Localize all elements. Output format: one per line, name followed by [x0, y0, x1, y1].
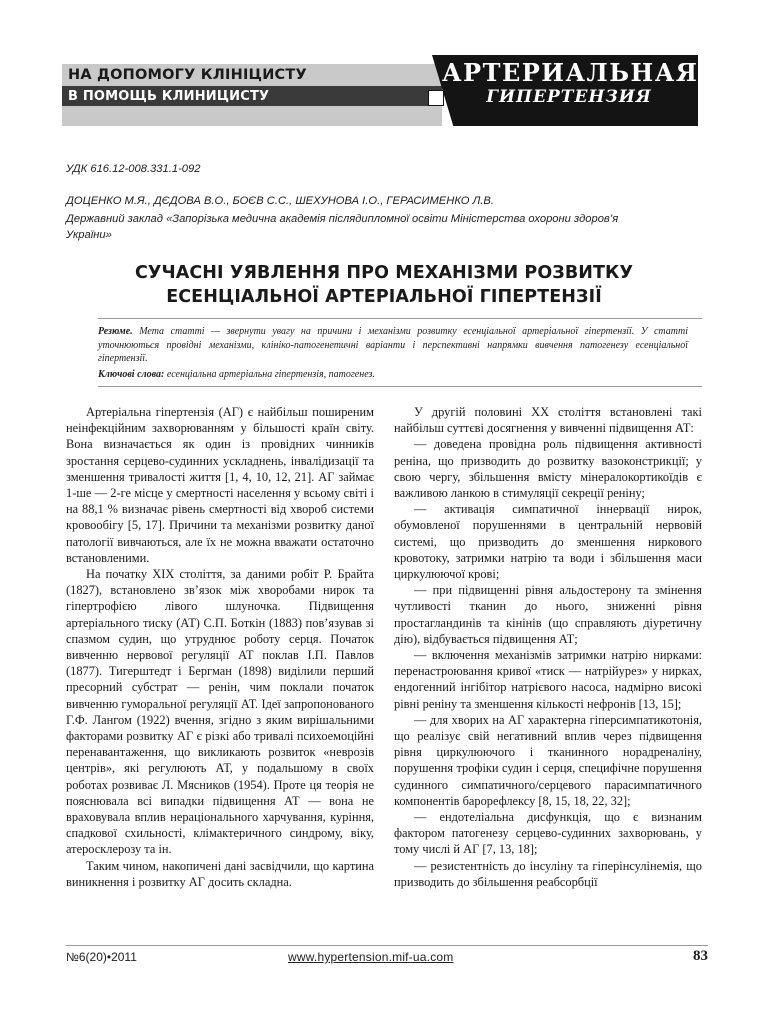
footer-rule	[66, 945, 708, 946]
header-square-marker	[428, 90, 444, 106]
list-item: — доведена провідна роль підвищення активності реніна, що призводить до розвитку вазоконстрикції; у свою чергу, збільшення вмісту мінералокортикоїдів є важливою ланкою в стимуляції секреції реніну;	[394, 437, 702, 501]
keywords-text: есенціальна артеріальна гіпертензія, патогенез.	[166, 369, 375, 380]
paragraph: У другій половині XX століття встановлені такі найбільш суттєві досягнення у вивченні підвищення АТ:	[394, 405, 702, 436]
abstract-text: Мета статті — звернути увагу на причини і механізми розвитку есенціальної артеріальної гіпертензії. У статті уточнюються провідні механізми, клініко-патогенетичні варіанти і перспективні напрямки вивчення патогенезу есенціальної гіпертензії.	[98, 326, 688, 364]
paragraph: На початку XIX століття, за даними робіт Р. Брайта (1827), встановлено зв’язок між хворобами нирок та гіпертрофією лівого шлуночка. Підвищення артеріального тиску (АТ) С.П. Боткін (1883) пов’язував зі спазмом судин, що утруднює роботу серця. Початок вивченню нервової регуляції АТ поклав І.П. Павлов (1877). Тигерштедт і Бергман (1898) виділили перший пресорний субстрат — ренін, чим поклали початок вивченню гуморальної регуляції АТ. Ідеї запропонованого Г.Ф. Лангом (1922) вчення, згідно з яким вирішальними факторами розвитку АГ є різкі або тривалі психоемоційні перенавантаження, що викликають розвиток «неврозів центрів», які регулюють АТ, у подальшому в своїх роботах розвиває Л. Мясников (1954). Проте ця теорія не пояснювала всі випадки підвищення АТ — вона не враховувала вплив нераціонального харчування, куріння, спадкової схильності, клімактеричного синдрому, віку, атеросклерозу та ін.	[66, 567, 374, 857]
keywords	[98, 368, 688, 382]
udk-code: УДК 616.12-008.331.1-092	[66, 163, 201, 175]
title-line1: СУЧАСНІ УЯВЛЕННЯ ПРО МЕХАНІЗМИ РОЗВИТКУ	[134, 263, 634, 283]
paragraph: Артеріальна гіпертензія (АГ) є найбільш поширеним неінфекційним захворюванням у більшості країн світу. Вона визначається як один із провідних чинників зростання серцево-судинних ускладнень, інвалідизації та зменшення тривалості життя [1, 4, 10, 12, 21]. АГ займає 1-ше — 2-ге місце у смертності населення у всьому світі і на 88,1 % визначає рівень смертності від хвороб системи кровообігу [5, 17]. Причини та механізми розвитку даної патології вивчаються, але їх не можна вважати остаточно встановленими.	[66, 405, 374, 565]
journal-website-link[interactable]: www.hypertension.mif-ua.com	[288, 950, 454, 964]
abstract-bottom-rule	[98, 386, 702, 387]
page-number: 83	[693, 948, 708, 964]
institution: Державний заклад «Запорізька медична академія післядипломної освіти Міністерства охорони здоров’я України»	[66, 213, 619, 241]
topic-title-line2: ГИПЕРТЕНЗИЯ	[486, 87, 652, 107]
abstract-top-rule	[98, 318, 702, 319]
keywords-label: Ключові слова:	[98, 369, 165, 380]
body-column-left	[66, 404, 374, 890]
section-header	[62, 58, 699, 126]
article-title	[66, 261, 702, 309]
list-item: — для хворих на АГ характерна гіперсимпатикотонія, що реалізує свій негативний вплив через підвищення рівня циркулюючого і тканинного норадреналіну, порушення трофіки судин і серця, специфічне порушення судинного симпатичного/серцевого парасимпатичного компонентів барорефлексу [8, 15, 18, 22, 32];	[394, 712, 702, 808]
authors: ДОЦЕНКО М.Я., ДЄДОВА В.О., БОЄВ С.С., ШЕХУНОВА І.О., ГЕРАСИМЕНКО Л.В.	[66, 195, 494, 207]
paragraph: Таким чином, накопичені дані засвідчили, що картина виникнення і розвитку АГ досить складна.	[66, 858, 374, 889]
section-label-ua: НА ДОПОМОГУ КЛІНІЦИСТУ	[68, 67, 307, 83]
section-label-ru: В ПОМОЩЬ КЛИНИЦИСТУ	[68, 89, 270, 104]
body-column-right	[394, 404, 702, 890]
issue-number: №6(20)•2011	[66, 950, 137, 964]
list-item: — резистентність до інсуліну та гіперінсулінемія, що призводить до збільшення реабсорбції	[394, 858, 702, 889]
list-item: — при підвищенні рівня альдостерону та змінення чутливості тканин до нього, зниженні рівня простагландинів та кінінів (що справляють діуретичну дію), відбувається підвищення АТ;	[394, 583, 702, 646]
title-line2: ЕСЕНЦІАЛЬНОЇ АРТЕРІАЛЬНОЇ ГІПЕРТЕНЗІЇ	[166, 287, 602, 307]
abstract-label: Резюме.	[98, 326, 133, 337]
abstract	[98, 325, 688, 366]
list-item: — активація симпатичної іннервації нирок, обумовленої порушеннями в центральній нервовій системі, що призводить до зменшення ниркового кровотоку, затримки натрію та води і збільшення маси циркулюючої крові;	[394, 502, 702, 582]
list-item: — включення механізмів затримки натрію нирками: перенастроювання кривої «тиск — натрійурез» у нирках, ендогенний інгібітор натрієвого насоса, надмірно високі рівні реніну та зменшення кількості нефронів [13, 15];	[394, 648, 702, 711]
topic-title-line1: АРТЕРИАЛЬНАЯ	[442, 58, 699, 87]
list-item: — ендотеліальна дисфункція, що є визнаним фактором патогенезу серцево-судинних захворювань, у тому числі й АГ [7, 13, 18];	[394, 810, 702, 857]
